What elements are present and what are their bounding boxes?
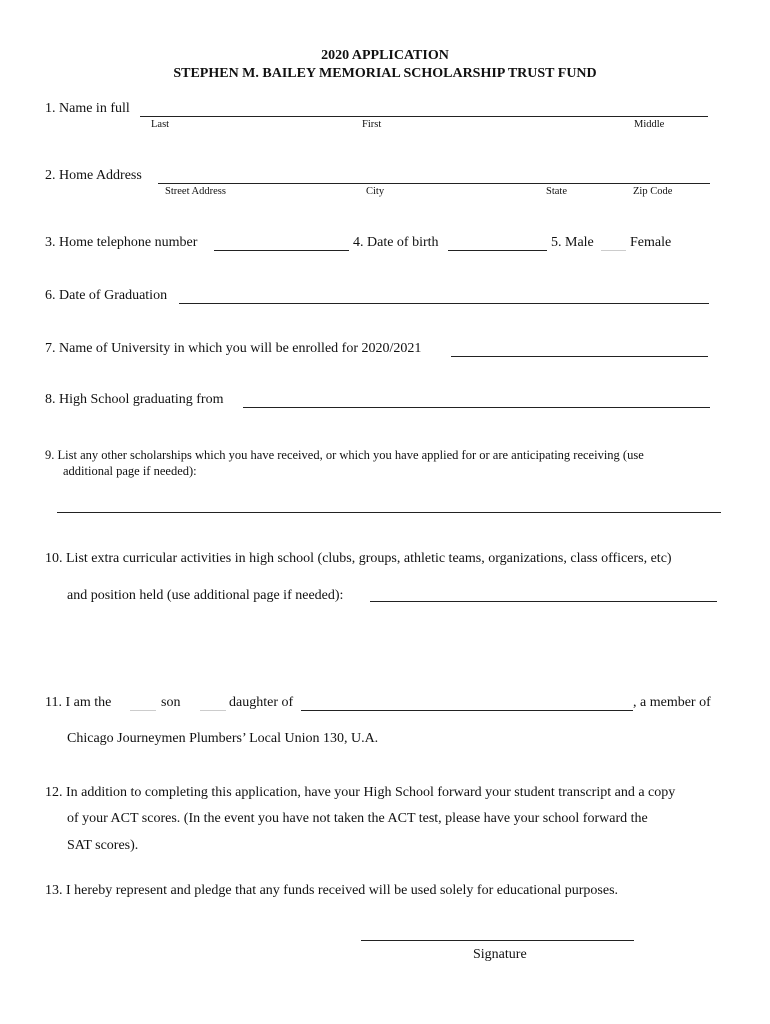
activities-label-cont: and position held (use additional page if needed): bbox=[67, 588, 344, 603]
union-name: Chicago Journeymen Plumbers’ Local Union 130, U.A. bbox=[67, 731, 379, 746]
university-label: 7. Name of University in which you will be enrolled for 2020/2021 bbox=[45, 341, 422, 356]
form-title-fund: STEPHEN M. BAILEY MEMORIAL SCHOLARSHIP TRUST FUND bbox=[173, 66, 597, 81]
telephone-field[interactable] bbox=[214, 250, 349, 251]
address-label: 2. Home Address bbox=[45, 168, 142, 183]
activities-field[interactable] bbox=[370, 601, 717, 602]
dob-field[interactable] bbox=[448, 250, 547, 251]
scholarships-field[interactable] bbox=[57, 512, 721, 513]
scholarships-label-cont: additional page if needed): bbox=[63, 464, 197, 478]
transcript-instruction: 12. In addition to completing this application, have your High School forward your student transcript and a copy bbox=[45, 785, 676, 800]
university-field[interactable] bbox=[451, 356, 708, 357]
caption-state: State bbox=[546, 186, 567, 197]
signature-field[interactable] bbox=[361, 940, 634, 941]
caption-city: City bbox=[366, 186, 385, 197]
caption-street: Street Address bbox=[165, 186, 226, 197]
daughter-of-label: daughter of bbox=[229, 695, 294, 710]
caption-zip: Zip Code bbox=[633, 186, 673, 197]
telephone-label: 3. Home telephone number bbox=[45, 235, 198, 250]
male-label: 5. Male bbox=[551, 235, 594, 250]
son-checkbox[interactable] bbox=[130, 710, 156, 711]
relation-label: 11. I am the bbox=[45, 695, 112, 710]
name-field[interactable] bbox=[140, 116, 708, 117]
high-school-field[interactable] bbox=[243, 407, 710, 408]
female-label: Female bbox=[630, 235, 672, 250]
member-of-label: , a member of bbox=[633, 695, 711, 710]
form-title-year: 2020 APPLICATION bbox=[321, 48, 449, 63]
male-checkbox[interactable] bbox=[601, 250, 626, 251]
high-school-label: 8. High School graduating from bbox=[45, 392, 224, 407]
signature-label: Signature bbox=[473, 947, 527, 962]
son-label: son bbox=[161, 695, 181, 710]
graduation-field[interactable] bbox=[179, 303, 709, 304]
daughter-checkbox[interactable] bbox=[200, 710, 226, 711]
pledge-statement: 13. I hereby represent and pledge that any funds received will be used solely for educational purposes. bbox=[45, 883, 619, 898]
dob-label: 4. Date of birth bbox=[353, 235, 439, 250]
caption-middle: Middle bbox=[634, 119, 665, 130]
transcript-instruction-end: SAT scores). bbox=[67, 838, 139, 853]
name-label: 1. Name in full bbox=[45, 101, 130, 116]
scholarships-label: 9. List any other scholarships which you have received, or which you have applied for or are anticipating receiving (use bbox=[45, 448, 644, 462]
address-field[interactable] bbox=[158, 183, 710, 184]
graduation-label: 6. Date of Graduation bbox=[45, 288, 168, 303]
caption-first: First bbox=[362, 119, 382, 130]
caption-last: Last bbox=[151, 119, 170, 130]
activities-label: 10. List extra curricular activities in high school (clubs, groups, athletic teams, organizations, class officers, etc) bbox=[45, 551, 672, 566]
parent-name-field[interactable] bbox=[301, 710, 633, 711]
transcript-instruction-cont: of your ACT scores. (In the event you have not taken the ACT test, please have your school forward the bbox=[67, 811, 648, 826]
